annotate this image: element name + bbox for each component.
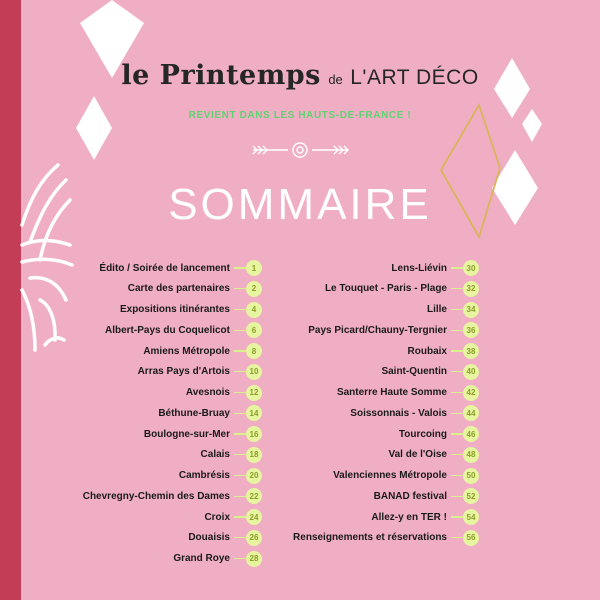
page-number-badge: 28 [246, 551, 262, 567]
toc-entry-label: Édito / Soirée de lancement [99, 262, 230, 274]
diamond-icon [76, 96, 112, 160]
toc-entry [120, 302, 262, 318]
toc-left-column [30, 260, 262, 580]
toc-entry [350, 405, 479, 421]
toc-entry [128, 281, 262, 297]
title-main: le Printemps [121, 60, 321, 91]
toc-entry [308, 322, 479, 338]
toc-entry-label: Croix [204, 511, 230, 523]
toc-leader-line [451, 413, 463, 414]
toc-leader-line [451, 454, 463, 455]
page-number-badge: 44 [463, 405, 479, 421]
page-number-badge: 30 [463, 260, 479, 276]
page-number-badge: 40 [463, 364, 479, 380]
toc-entry-label: Renseignements et réservations [293, 532, 447, 544]
toc-entry [391, 260, 479, 276]
toc-entry-label: Expositions itinérantes [119, 304, 230, 315]
toc-leader-line [234, 413, 246, 414]
toc-leader-line [234, 309, 246, 310]
page-number-badge: 34 [463, 302, 479, 318]
toc-leader-line [451, 350, 463, 351]
page-number-badge: 26 [246, 530, 262, 546]
toc-leader-line [451, 537, 463, 538]
toc-leader-line [451, 516, 463, 517]
toc-entry-label: Amiens Métropole [143, 345, 230, 357]
toc-leader-line [234, 288, 246, 289]
toc-entry [105, 322, 262, 338]
page-number-badge: 8 [246, 343, 262, 359]
toc-entry [99, 260, 262, 276]
page-number-badge: 48 [463, 447, 479, 463]
toc-leader-line [234, 371, 246, 372]
toc-entry [204, 509, 262, 525]
toc-leader-line [451, 330, 463, 331]
toc-entry [144, 426, 262, 442]
toc-entry [408, 343, 479, 359]
toc-entry-label: Saint-Quentin [381, 366, 447, 378]
toc-entry-label: BANAD festival [373, 490, 447, 502]
toc-entry-label: Le Touquet - Paris - Plage [324, 283, 447, 295]
toc-entry-label: Roubaix [407, 345, 447, 357]
page-number-badge: 46 [463, 426, 479, 442]
toc-leader-line [234, 516, 246, 517]
page-number-badge: 54 [463, 509, 479, 525]
toc-entry-label: Tourcoing [398, 428, 447, 440]
toc-entry-label: Grand Roye [173, 553, 230, 564]
toc-leader-line [234, 558, 246, 559]
page-number-badge: 22 [246, 488, 262, 504]
page-number-badge: 36 [463, 322, 479, 338]
toc-entry [158, 405, 262, 421]
toc-entry [325, 281, 479, 297]
toc-entry [83, 488, 262, 504]
toc-entry [333, 468, 479, 484]
toc-entry-label: Santerre Haute Somme [336, 387, 447, 398]
toc-entry [388, 447, 479, 463]
page-number-badge: 50 [463, 468, 479, 484]
page-number-badge: 12 [246, 385, 262, 401]
title-de: de [328, 72, 343, 87]
toc-entry [138, 364, 262, 380]
toc-leader-line [234, 496, 246, 497]
toc-entry-label: Val de l'Oise [388, 449, 447, 461]
page-number-badge: 42 [463, 385, 479, 401]
toc-entry [399, 426, 479, 442]
toc-leader-line [451, 496, 463, 497]
toc-entry [173, 551, 262, 567]
toc-leader-line [234, 475, 246, 476]
toc-entry-label: Arras Pays d'Artois [137, 366, 230, 378]
toc-leader-line [451, 475, 463, 476]
toc-leader-line [451, 392, 463, 393]
toc-entry-label: Avesnois [185, 387, 230, 398]
toc-leader-line [234, 267, 246, 268]
page-number-badge: 16 [246, 426, 262, 442]
toc-entry [186, 385, 262, 401]
page-number-badge: 2 [246, 281, 262, 297]
toc-right-column [270, 260, 479, 560]
toc-leader-line [234, 454, 246, 455]
toc-entry-label: Calais [200, 449, 230, 461]
subtitle: REVIENT DANS LES HAUTS-DE-FRANCE ! [188, 110, 412, 121]
toc-entry-label: Allez-y en TER ! [371, 511, 447, 523]
toc-entry-label: Boulogne-sur-Mer [143, 428, 230, 440]
toc-entry-label: Cambrésis [178, 470, 230, 481]
title-art: L'ART DÉCO [350, 66, 479, 89]
toc-entry-label: Pays Picard/Chauny-Tergnier [308, 324, 447, 336]
page-number-badge: 52 [463, 488, 479, 504]
toc-leader-line [234, 330, 246, 331]
toc-leader-line [451, 309, 463, 310]
toc-entry [374, 488, 479, 504]
toc-entry-label: Lens-Liévin [391, 262, 447, 274]
toc-entry-label: Chevregny-Chemin des Dames [82, 490, 230, 502]
page-number-badge: 38 [463, 343, 479, 359]
toc-entry [293, 530, 479, 546]
header-title [0, 60, 600, 91]
page-number-badge: 20 [246, 468, 262, 484]
toc-entry [179, 468, 262, 484]
page-number-badge: 4 [246, 302, 262, 318]
toc-leader-line [234, 392, 246, 393]
toc-entry [201, 447, 262, 463]
page-number-badge: 14 [246, 405, 262, 421]
page-heading: SOMMAIRE [168, 180, 432, 229]
toc-entry-label: Douaisis [188, 532, 230, 544]
page-number-badge: 18 [246, 447, 262, 463]
toc-entry [381, 364, 479, 380]
toc-leader-line [451, 288, 463, 289]
page-number-badge: 1 [246, 260, 262, 276]
toc-leader-line [451, 267, 463, 268]
toc-entry-label: Valenciennes Métropole [333, 470, 447, 481]
toc-entry [337, 385, 479, 401]
page-number-badge: 56 [463, 530, 479, 546]
page-number-badge: 24 [246, 509, 262, 525]
arrow-divider-icon [253, 143, 348, 157]
page-number-badge: 32 [463, 281, 479, 297]
page-number-badge: 6 [246, 322, 262, 338]
toc-entry [143, 343, 262, 359]
toc-leader-line [451, 371, 463, 372]
toc-entry [188, 530, 262, 546]
toc-entry [427, 302, 479, 318]
toc-entry-label: Carte des partenaires [127, 283, 230, 295]
page-number-badge: 10 [246, 364, 262, 380]
toc-leader-line [234, 537, 246, 538]
toc-leader-line [234, 433, 246, 434]
toc-leader-line [451, 433, 463, 434]
toc-leader-line [234, 350, 246, 351]
toc-entry-label: Soissonnais - Valois [350, 407, 447, 419]
toc-entry-label: Lille [426, 304, 447, 315]
toc-entry [371, 509, 479, 525]
toc-entry-label: Béthune-Bruay [158, 407, 230, 419]
toc-entry-label: Albert-Pays du Coquelicot [104, 324, 230, 336]
